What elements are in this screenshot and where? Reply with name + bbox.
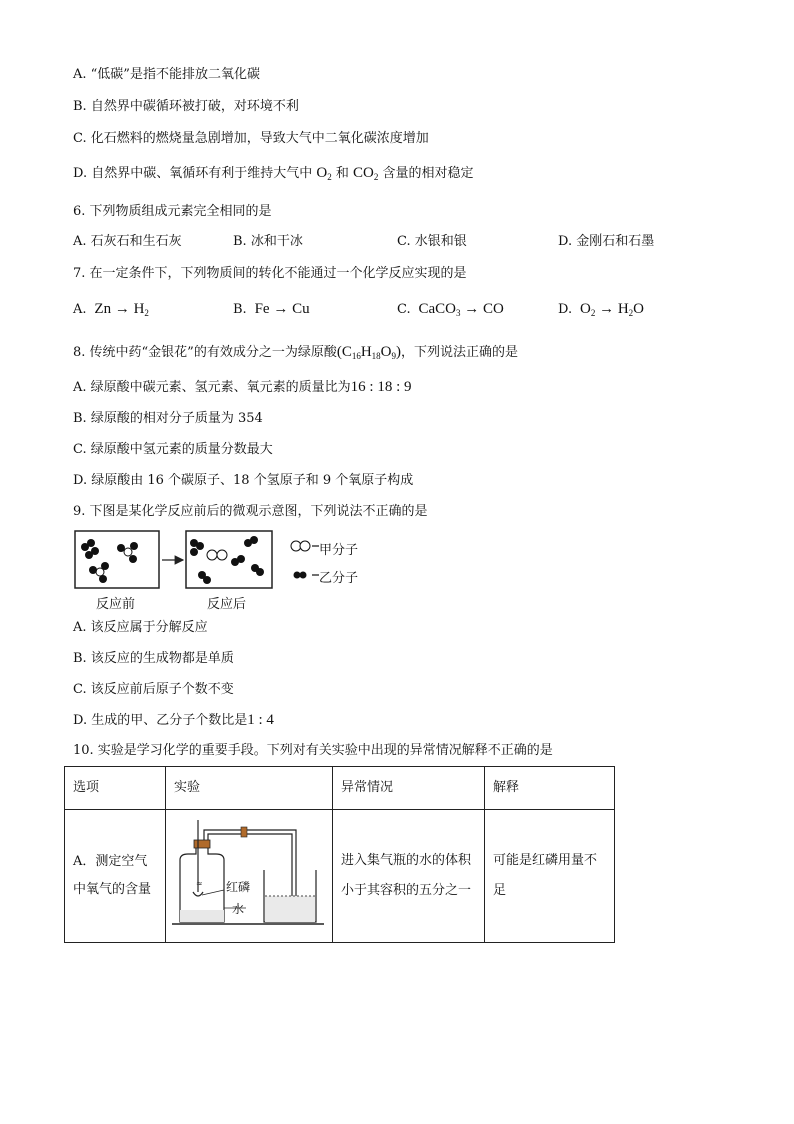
q7-a-label: A. bbox=[73, 302, 87, 317]
q8-option-a bbox=[73, 378, 412, 397]
q7-option-a bbox=[73, 300, 149, 322]
legend-icons bbox=[289, 539, 319, 583]
before-label: 反应前 bbox=[96, 597, 136, 612]
q7-d-label: D. bbox=[558, 302, 573, 317]
legend-filled-dimer bbox=[300, 572, 307, 579]
q8-stem-prefix: 8. 传统中药“金银花”的有效成分之一为绿原酸 bbox=[73, 345, 337, 360]
formula-chlorogenic-acid: $(C_{16}H_{18}O_9)$ bbox=[336, 344, 402, 361]
q6-option-b: B. 冰和干冰 bbox=[233, 234, 303, 249]
table-row bbox=[65, 810, 615, 943]
formula-o2-h2o: $O_2 \to H_2O$ bbox=[576, 301, 645, 318]
q6-option-c: C. 水银和银 bbox=[397, 234, 467, 249]
label-water: 水 bbox=[232, 902, 245, 916]
q8-stem bbox=[73, 343, 518, 365]
q5-d-prefix: D. 自然界中碳、氧循环有利于维持大气中 bbox=[73, 166, 313, 181]
q5-option-c: C. 化石燃料的燃烧量急剧增加，导致大气中二氧化碳浓度增加 bbox=[73, 131, 429, 146]
q8-option-c: C. 绿原酸中氢元素的质量分数最大 bbox=[73, 442, 273, 457]
formula-o2: $O_2$ bbox=[316, 165, 332, 182]
experiment-table bbox=[64, 766, 615, 943]
cell-option: A．测定空气中氧气的含量 bbox=[65, 810, 166, 943]
q7-b-label: B. bbox=[233, 302, 247, 317]
formula-co2: $CO_2$ bbox=[353, 165, 379, 182]
clamp bbox=[241, 827, 247, 837]
q6-option-d: D. 金刚石和石墨 bbox=[558, 234, 655, 249]
header-option: 选项 bbox=[65, 767, 166, 810]
stopper bbox=[194, 840, 210, 848]
q8-stem-suffix: ，下列说法正确的是 bbox=[401, 345, 519, 360]
header-experiment: 实验 bbox=[166, 767, 333, 810]
formula-caco3-co: CaCO$_3$ → CO bbox=[414, 301, 504, 318]
q7-stem: 7. 在一定条件下，下列物质间的转化不能通过一个化学反应实现的是 bbox=[73, 266, 467, 281]
before-box bbox=[75, 531, 159, 588]
legend-b-label: 乙分子 bbox=[319, 571, 359, 586]
formula-zn-h2: $Zn \to H_2$ bbox=[90, 301, 149, 318]
q9-option-d bbox=[73, 711, 274, 730]
q6-stem: 6. 下列物质组成元素完全相同的是 bbox=[73, 204, 272, 219]
apparatus-diagram bbox=[166, 810, 326, 930]
q6-option-a: A. 石灰石和生石灰 bbox=[73, 234, 182, 249]
q5-option-a: A. “低碳”是指不能排放二氧化碳 bbox=[73, 67, 260, 82]
q5-d-suffix: 含量的相对稳定 bbox=[382, 166, 474, 181]
q9-d-prefix: D. 生成的甲、乙分子个数比是 bbox=[73, 713, 248, 728]
legend-open-dimer bbox=[300, 541, 310, 551]
after-label: 反应后 bbox=[207, 597, 247, 612]
q10-stem: 10. 实验是学习化学的重要手段。下列对有关实验中出现的异常情况解释不正确的是 bbox=[73, 743, 553, 758]
cell-experiment bbox=[166, 810, 333, 943]
q8-a-prefix: A. 绿原酸中碳元素、氢元素、氧元素的质量比为 bbox=[73, 380, 351, 395]
svg-text:≈: ≈ bbox=[196, 879, 203, 888]
reaction-diagram bbox=[70, 528, 280, 596]
cell-explanation: 可能是红磷用量不足 bbox=[485, 810, 615, 943]
q7-option-b bbox=[233, 300, 310, 319]
label-phosphorus: 红磷 bbox=[226, 880, 251, 894]
q7-option-c bbox=[397, 300, 504, 322]
q7-option-d bbox=[558, 300, 644, 322]
q5-option-d bbox=[73, 164, 474, 186]
q8-option-b: B. 绿原酸的相对分子质量为 354 bbox=[73, 411, 263, 426]
after-box bbox=[186, 531, 272, 588]
q9-d-ratio: 1 : 4 bbox=[247, 712, 274, 728]
q5-d-mid: 和 bbox=[335, 166, 349, 181]
q9-stem: 9. 下图是某化学反应前后的微观示意图，下列说法不正确的是 bbox=[73, 504, 428, 519]
q9-option-a: A. 该反应属于分解反应 bbox=[73, 620, 208, 635]
cell-anomaly: 进入集气瓶的水的体积小于其容积的五分之一 bbox=[333, 810, 485, 943]
formula-fe-cu: Fe → Cu bbox=[250, 301, 310, 317]
header-anomaly: 异常情况 bbox=[333, 767, 485, 810]
legend-a-label: 甲分子 bbox=[319, 543, 359, 558]
table-header-row bbox=[65, 767, 615, 810]
header-explanation: 解释 bbox=[485, 767, 615, 810]
q5-option-b: B. 自然界中碳循环被打破，对环境不利 bbox=[73, 99, 299, 114]
q9-option-b: B. 该反应的生成物都是单质 bbox=[73, 651, 234, 666]
q7-c-label: C. bbox=[397, 302, 411, 317]
q8-option-d: D. 绿原酸由 16 个碳原子、18 个氢原子和 9 个氧原子构成 bbox=[73, 473, 414, 488]
q8-a-ratio: 16 : 18 : 9 bbox=[350, 379, 412, 395]
q9-option-c: C. 该反应前后原子个数不变 bbox=[73, 682, 234, 697]
